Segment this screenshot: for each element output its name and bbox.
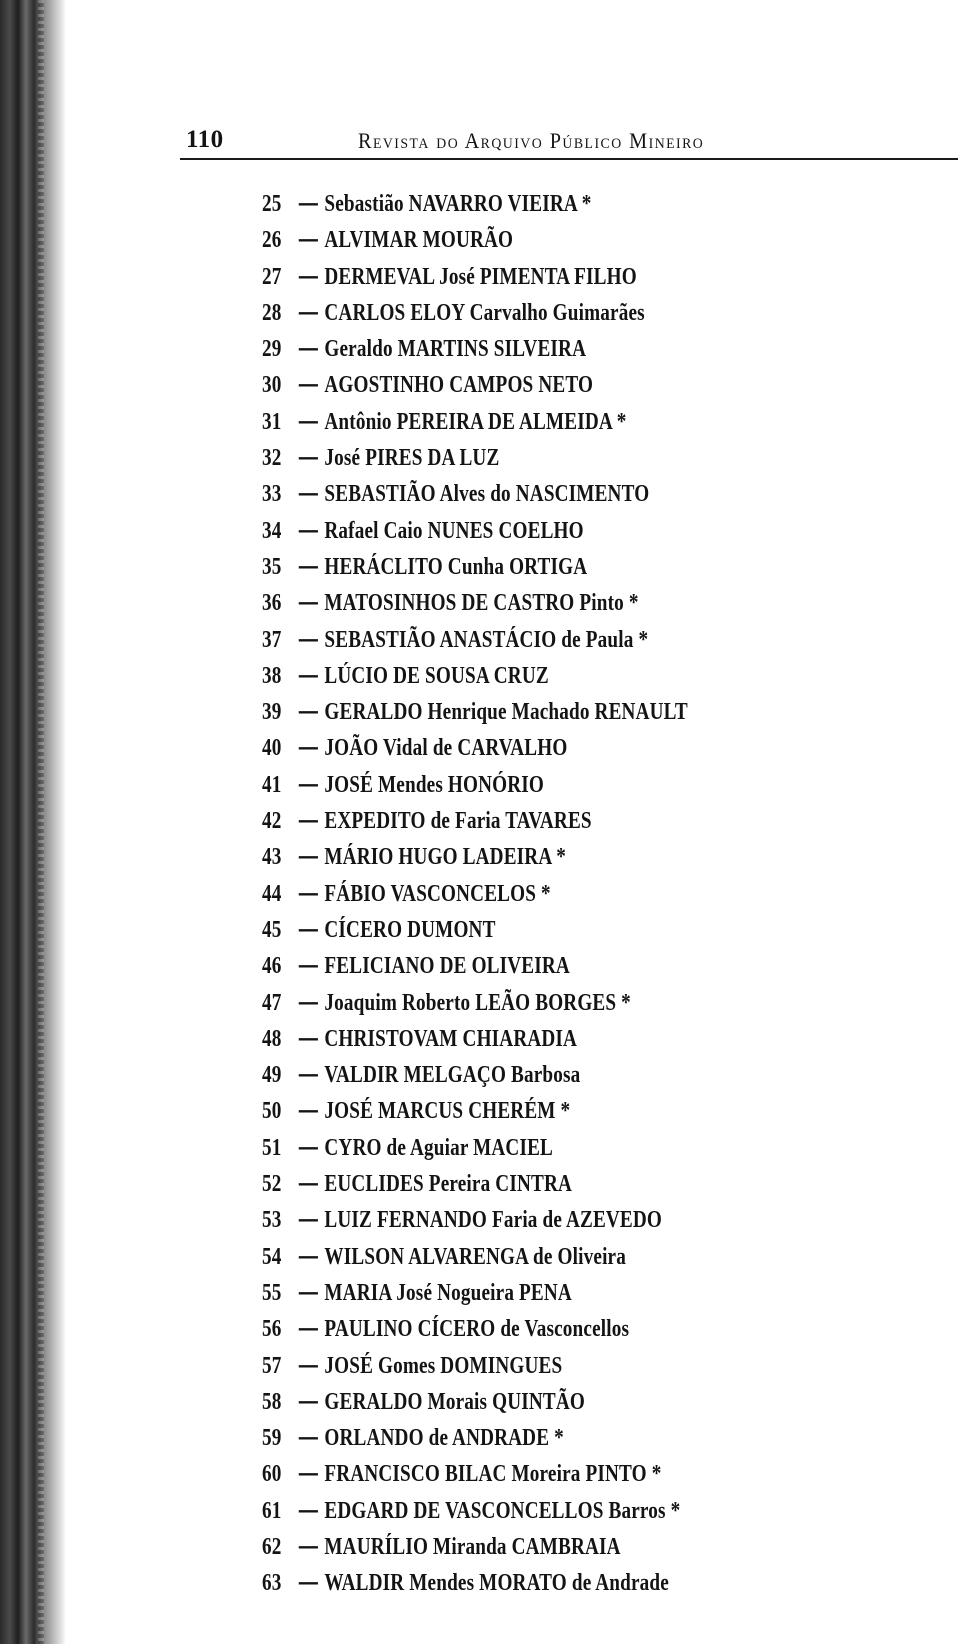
- entry-name: LUIZ FERNANDO Faria de AZEVEDO: [324, 1207, 663, 1234]
- entry-dash: —: [298, 1460, 319, 1488]
- page-number: 110: [186, 126, 224, 153]
- entry-number: 53: [262, 1207, 282, 1234]
- entry-number: 50: [262, 1098, 282, 1125]
- entry-name: GERALDO Morais QUINTÃO: [324, 1388, 585, 1415]
- entry-number: 31: [262, 408, 282, 435]
- list-item: [262, 1420, 688, 1456]
- list-item: [262, 767, 688, 803]
- entry-name: VALDIR MELGAÇO Barbosa: [324, 1062, 581, 1089]
- list-item: [262, 1565, 688, 1601]
- entry-number: 58: [262, 1388, 282, 1415]
- entry-dash: —: [298, 1061, 319, 1089]
- list-item: [262, 839, 688, 875]
- entry-number: 25: [262, 191, 282, 217]
- journal-title: Revista do Arquivo Público Mineiro: [358, 128, 705, 153]
- entry-number: 35: [262, 553, 282, 580]
- entry-dash: —: [298, 843, 319, 871]
- entry-dash: —: [298, 1170, 319, 1198]
- list-item: [262, 730, 688, 766]
- list-item: [262, 186, 688, 222]
- list-item: [262, 1057, 688, 1093]
- entry-dash: —: [298, 262, 319, 290]
- list-item: [262, 476, 688, 512]
- entry-name: GERALDO Henrique Machado RENAULT: [324, 699, 688, 726]
- entry-name: José PIRES DA LUZ: [324, 445, 500, 472]
- entry-number: 29: [262, 336, 282, 363]
- entry-dash: —: [298, 552, 319, 580]
- entry-dash: —: [298, 1569, 319, 1597]
- entry-number: 34: [262, 517, 282, 544]
- entry-number: 37: [262, 626, 282, 653]
- list-item: [262, 1202, 688, 1238]
- entry-name: ALVIMAR MOURÃO: [324, 227, 514, 254]
- entry-name: JOÃO Vidal de CARVALHO: [324, 735, 568, 762]
- entry-name: FÁBIO VASCONCELOS *: [324, 880, 551, 907]
- entry-number: 55: [262, 1279, 282, 1306]
- list-item: [262, 1493, 688, 1529]
- entry-dash: —: [298, 298, 319, 326]
- entry-dash: —: [298, 1424, 319, 1452]
- entry-number: 33: [262, 481, 282, 508]
- entry-name: ORLANDO de ANDRADE *: [324, 1425, 564, 1452]
- entry-name: CYRO de Aguiar MACIEL: [324, 1134, 554, 1161]
- list-item: [262, 912, 688, 948]
- entry-name: FRANCISCO BILAC Moreira PINTO *: [324, 1461, 662, 1488]
- entry-name: SEBASTIÃO Alves do NASCIMENTO: [324, 481, 650, 508]
- entry-name: Rafael Caio NUNES COELHO: [324, 517, 584, 544]
- entry-number: 62: [262, 1533, 282, 1560]
- list-item: [262, 622, 688, 658]
- list-item: [262, 331, 688, 367]
- list-item: [262, 295, 688, 331]
- entry-dash: —: [298, 444, 319, 472]
- entry-dash: —: [298, 661, 319, 689]
- entry-name: SEBASTIÃO ANASTÁCIO de Paula *: [324, 626, 649, 653]
- entry-dash: —: [298, 335, 319, 363]
- list-item: [262, 1311, 688, 1347]
- list-item: [262, 440, 688, 476]
- entry-name: WALDIR Mendes MORATO de Andrade: [324, 1570, 669, 1597]
- entry-dash: —: [298, 807, 319, 835]
- list-item: [262, 1384, 688, 1420]
- entry-number: 44: [262, 880, 282, 907]
- entry-dash: —: [298, 770, 319, 798]
- entry-number: 59: [262, 1425, 282, 1452]
- entry-name: HERÁCLITO Cunha ORTIGA: [324, 553, 588, 580]
- entry-number: 38: [262, 662, 282, 689]
- entry-name: EXPEDITO de Faria TAVARES: [324, 808, 592, 835]
- list-item: [262, 1130, 688, 1166]
- entry-number: 51: [262, 1134, 282, 1161]
- list-item: [262, 1239, 688, 1275]
- entry-number: 57: [262, 1352, 282, 1379]
- list-item: [262, 585, 688, 621]
- entry-dash: —: [298, 734, 319, 762]
- entry-number: 36: [262, 590, 282, 617]
- entry-name: JOSÉ Mendes HONÓRIO: [324, 771, 544, 798]
- entry-dash: —: [298, 1206, 319, 1234]
- list-item: [262, 876, 688, 912]
- list-item: [262, 222, 688, 258]
- entry-dash: —: [298, 1133, 319, 1161]
- entry-name: EUCLIDES Pereira CINTRA: [324, 1171, 572, 1198]
- entry-dash: —: [298, 1496, 319, 1524]
- entry-name: CHRISTOVAM CHIARADIA: [324, 1025, 578, 1052]
- list-item: [262, 1456, 688, 1492]
- entry-name: Sebastião NAVARRO VIEIRA *: [324, 191, 592, 217]
- list-item: [262, 948, 688, 984]
- entry-number: 52: [262, 1171, 282, 1198]
- entry-name: JOSÉ MARCUS CHERÉM *: [324, 1098, 571, 1125]
- entry-number: 42: [262, 808, 282, 835]
- entry-name: MAURÍLIO Miranda CAMBRAIA: [324, 1533, 621, 1560]
- entry-dash: —: [298, 698, 319, 726]
- entry-dash: —: [298, 952, 319, 980]
- entry-dash: —: [298, 1242, 319, 1270]
- entry-name: LÚCIO DE SOUSA CRUZ: [324, 662, 549, 689]
- entry-number: 46: [262, 953, 282, 980]
- entry-number: 32: [262, 445, 282, 472]
- list-item: [262, 259, 688, 295]
- list-item: [262, 985, 688, 1021]
- entry-dash: —: [298, 480, 319, 508]
- entry-name: WILSON ALVARENGA de Oliveira: [324, 1243, 627, 1270]
- entry-name: CÍCERO DUMONT: [324, 916, 496, 943]
- list-item: [262, 658, 688, 694]
- entry-name: FELICIANO DE OLIVEIRA: [324, 953, 570, 980]
- entry-number: 43: [262, 844, 282, 871]
- list-item: [262, 1348, 688, 1384]
- entry-dash: —: [298, 879, 319, 907]
- book-spine-shadow: [0, 0, 66, 1644]
- list-item: [262, 1166, 688, 1202]
- list-item: [262, 1275, 688, 1311]
- name-list: [262, 186, 794, 1602]
- entry-number: 28: [262, 299, 282, 326]
- list-item: [262, 513, 688, 549]
- entry-number: 60: [262, 1461, 282, 1488]
- list-item: [262, 549, 688, 585]
- entry-name: JOSÉ Gomes DOMINGUES: [324, 1352, 563, 1379]
- entry-dash: —: [298, 1532, 319, 1560]
- entry-number: 40: [262, 735, 282, 762]
- entry-name: PAULINO CÍCERO de Vasconcellos: [324, 1316, 630, 1343]
- entry-number: 56: [262, 1316, 282, 1343]
- entry-name: AGOSTINHO CAMPOS NETO: [324, 372, 594, 399]
- entry-dash: —: [298, 625, 319, 653]
- entry-dash: —: [298, 407, 319, 435]
- list-item: [262, 367, 688, 403]
- entry-name: Antônio PEREIRA DE ALMEIDA *: [324, 408, 627, 435]
- list-item: [262, 803, 688, 839]
- list-item: [262, 1021, 688, 1057]
- list-item: [262, 1529, 688, 1565]
- entry-number: 63: [262, 1570, 282, 1597]
- entry-dash: —: [298, 1315, 319, 1343]
- entry-dash: —: [298, 915, 319, 943]
- entry-number: 39: [262, 699, 282, 726]
- entry-name: MATOSINHOS DE CASTRO Pinto *: [324, 590, 639, 617]
- entry-dash: —: [298, 190, 319, 217]
- entry-name: CARLOS ELOY Carvalho Guimarães: [324, 299, 645, 326]
- entry-dash: —: [298, 589, 319, 617]
- entry-number: 49: [262, 1062, 282, 1089]
- entry-name: Geraldo MARTINS SILVEIRA: [324, 336, 587, 363]
- entry-name: MÁRIO HUGO LADEIRA *: [324, 844, 567, 871]
- entry-dash: —: [298, 1278, 319, 1306]
- entry-name: DERMEVAL José PIMENTA FILHO: [324, 263, 637, 290]
- entry-number: 27: [262, 263, 282, 290]
- entry-dash: —: [298, 371, 319, 399]
- entry-number: 30: [262, 372, 282, 399]
- entry-number: 61: [262, 1497, 282, 1524]
- list-item: [262, 404, 688, 440]
- entry-number: 26: [262, 227, 282, 254]
- entry-number: 47: [262, 989, 282, 1016]
- entry-dash: —: [298, 226, 319, 254]
- header-rule: [180, 158, 958, 160]
- entry-dash: —: [298, 516, 319, 544]
- entry-number: 41: [262, 771, 282, 798]
- entry-number: 45: [262, 916, 282, 943]
- list-item: [262, 1093, 688, 1129]
- entry-dash: —: [298, 988, 319, 1016]
- entry-name: Joaquim Roberto LEÃO BORGES *: [324, 989, 631, 1016]
- entry-dash: —: [298, 1024, 319, 1052]
- entry-dash: —: [298, 1097, 319, 1125]
- list-item: [262, 694, 688, 730]
- entry-dash: —: [298, 1387, 319, 1415]
- entry-name: MARIA José Nogueira PENA: [324, 1279, 572, 1306]
- entry-name: EDGARD DE VASCONCELLOS Barros *: [324, 1497, 681, 1524]
- entry-number: 48: [262, 1025, 282, 1052]
- entry-dash: —: [298, 1351, 319, 1379]
- entry-number: 54: [262, 1243, 282, 1270]
